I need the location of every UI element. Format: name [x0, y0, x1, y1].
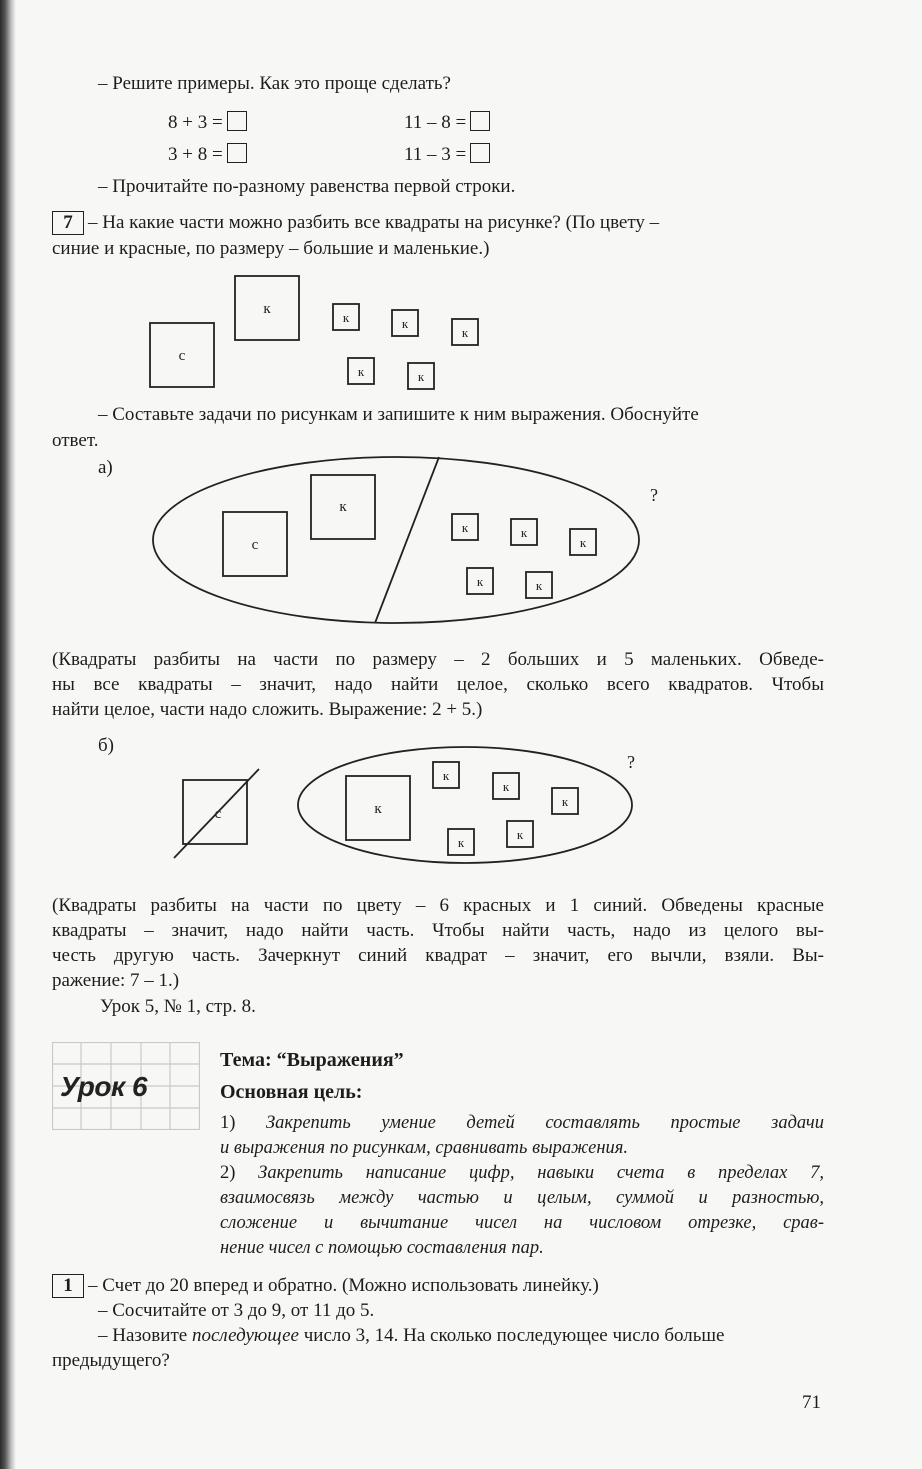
lesson-goal-label: Основная цель: — [220, 1081, 363, 1103]
label-k: к — [417, 369, 425, 384]
label-k: к — [342, 310, 350, 325]
label-c: с — [178, 348, 186, 364]
answer-box — [470, 111, 490, 131]
squares-figure — [140, 270, 500, 395]
lesson-badge: Урок 6 — [60, 1071, 148, 1102]
task1-line4: предыдущего? — [52, 1350, 170, 1371]
label-k: к — [442, 768, 450, 783]
label-k: к — [339, 499, 347, 515]
label-k: к — [561, 794, 569, 809]
label-k: к — [457, 835, 465, 850]
figure-a-size-split — [150, 448, 680, 633]
answer-b: (Квадраты разбиты на части по цвету – 6 красных и 1 синий. Обведены красные квадраты – значит, надо найти часть. Чтобы найти часть, надо из целого вы- честь другую часть. Зачеркнут синий квадрат – значит, его вычли, взяли. Вы- ражение: 7 – 1.) — [52, 895, 824, 991]
equation-row1-right: 11 – 8 = — [404, 110, 490, 135]
label-k: к — [579, 535, 587, 550]
task1-line1: 1 – Счет до 20 вперед и обратно. (Можно использовать линейку.) — [52, 1273, 599, 1298]
answer-box — [227, 111, 247, 131]
figure-b-color-split — [165, 740, 645, 870]
task-number-1: 1 — [52, 1274, 84, 1298]
label-k: к — [357, 364, 365, 379]
question-mark: ? — [650, 485, 658, 505]
compose-line2: ответ. — [52, 430, 99, 451]
page-number: 71 — [802, 1392, 821, 1413]
label-c: с — [214, 806, 222, 822]
equation-row2-right: 11 – 3 = — [404, 142, 490, 167]
equation-row1-left: 8 + 3 = — [168, 110, 247, 135]
task1-line3: – Назовите последующее число 3, 14. На сколько последующее число больше — [98, 1325, 725, 1346]
question-mark: ? — [627, 752, 635, 772]
label-k: к — [401, 316, 409, 331]
label-k: к — [502, 779, 510, 794]
label-k: к — [520, 525, 528, 540]
label-k: к — [516, 827, 524, 842]
task7-line1: 7 – На какие части можно разбить все квадраты на рисунке? (По цвету – — [52, 210, 659, 235]
label-k: к — [476, 574, 484, 589]
dividing-line — [375, 457, 439, 623]
task-number-7: 7 — [52, 211, 84, 235]
task7-line2: синие и красные, по размеру – большие и маленькие.) — [52, 238, 490, 259]
enclosing-ellipse — [153, 457, 639, 623]
enclosing-ellipse — [298, 747, 632, 863]
label-k: к — [461, 520, 469, 535]
label-c: с — [251, 537, 259, 553]
task1-line2: – Сосчитайте от 3 до 9, от 11 до 5. — [98, 1300, 375, 1321]
part-b-label: б) — [98, 735, 114, 756]
answer-a: (Квадраты разбиты на части по размеру – 2 больших и 5 маленьких. Обведе- ны все квадраты – значит, надо найти целое, сколько всего квадратов. Чтобы найти целое, части надо сложить. Выражение: 2 + 5.) — [52, 649, 824, 720]
lesson-topic: Тема: “Выражения” — [220, 1049, 404, 1071]
label-k: к — [461, 325, 469, 340]
answer-box — [470, 143, 490, 163]
label-k: к — [535, 578, 543, 593]
label-k: к — [374, 801, 382, 817]
part-a-label: а) — [98, 457, 113, 478]
lesson-reference: Урок 5, № 1, стр. 8. — [100, 996, 256, 1017]
read-prompt: – Прочитайте по-разному равенства первой строки. — [98, 176, 516, 197]
equation-row2-left: 3 + 8 = — [168, 142, 247, 167]
answer-box — [227, 143, 247, 163]
label-k: к — [263, 301, 271, 317]
lesson-goal-1: 1) Закрепить умение детей составлять простые задачи и выражения по рисункам, сравнивать выражения. — [220, 1113, 825, 1158]
book-spine-shadow — [0, 0, 16, 1469]
lesson-goal-2: 2) Закрепить написание цифр, навыки счета в пределах 7, взаимосвязь между частью и целым, суммой и разностью, сложение и вычитание чисел на числовом отрезке, срав- нение чисел с помощью составления пар. — [220, 1163, 825, 1258]
intro-question: – Решите примеры. Как это проще сделать? — [98, 73, 451, 94]
compose-line1: – Составьте задачи по рисункам и запишите к ним выражения. Обоснуйте — [98, 404, 699, 425]
